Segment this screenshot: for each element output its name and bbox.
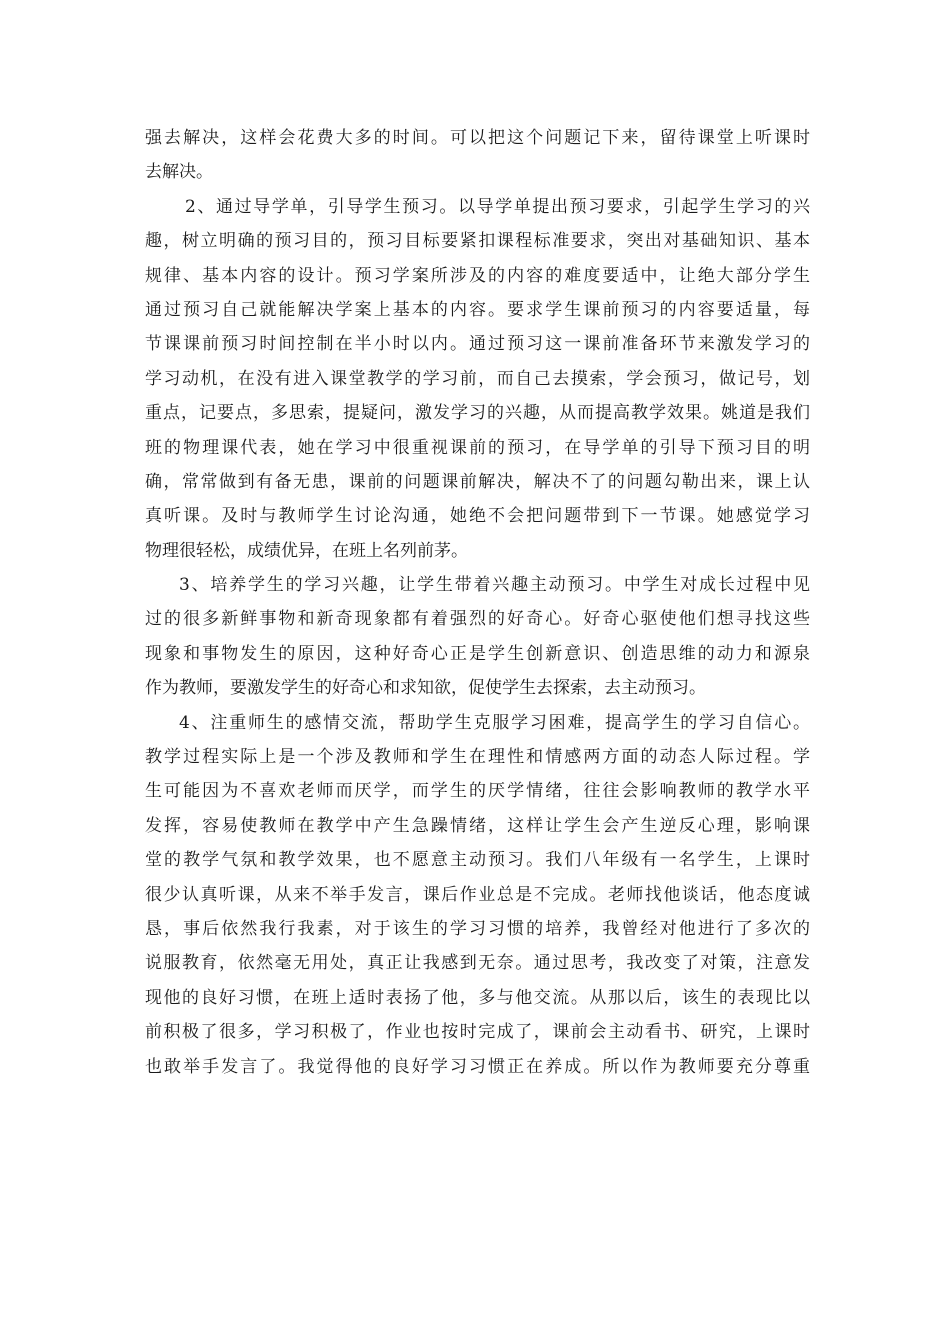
text-line: 去解决。 <box>145 162 213 183</box>
text-line: 确，常常做到有备无患，课前的问题课前解决，解决不了的问题勾勒出来，课上认 <box>145 471 810 492</box>
text-line: 很少认真听课，从来不举手发言，课后作业总是不完成。老师找他谈话，他态度诚 <box>145 884 810 905</box>
text-line: 也敢举手发言了。我觉得他的良好学习习惯正在养成。所以作为教师要充分尊重 <box>145 1056 810 1077</box>
text-line: 作为教师，要激发学生的好奇心和求知欲，促使学生去探索，去主动预习。 <box>145 678 706 699</box>
text-line: 学习动机，在没有进入课堂教学的学习前，而自己去摸索，学会预习，做记号，划 <box>145 368 810 389</box>
text-line: 说服教育，依然毫无用处，真正让我感到无奈。通过思考，我改变了对策，注意发 <box>145 953 810 974</box>
text-line: 真听课。及时与教师学生讨论沟通，她绝不会把问题带到下一节课。她感觉学习 <box>145 506 810 527</box>
text-line: 恳，事后依然我行我素，对于该生的学习习惯的培养，我曾经对他进行了多次的 <box>145 918 810 939</box>
text-line: 堂的教学气氛和教学效果，也不愿意主动预习。我们八年级有一名学生，上课时 <box>145 850 810 871</box>
document-body <box>145 121 810 1084</box>
text-line: 节课课前预习时间控制在半小时以内。通过预习这一课前准备环节来激发学习的 <box>145 334 810 355</box>
text-line: 通过预习自己就能解决学案上基本的内容。要求学生课前预习的内容要适量，每 <box>145 299 810 320</box>
text-line: 趣，树立明确的预习目的，预习目标要紧扣课程标准要求，突出对基础知识、基本 <box>145 231 810 252</box>
text-line: 班的物理课代表，她在学习中很重视课前的预习，在导学单的引导下预习目的明 <box>145 437 810 458</box>
paragraph-first-line: 3、培养学生的学习兴趣，让学生带着兴趣主动预习。中学生对成长过程中见 <box>179 575 810 596</box>
text-line: 教学过程实际上是一个涉及教师和学生在理性和情感两方面的动态人际过程。学 <box>145 747 810 768</box>
text-line: 现他的良好习惯，在班上适时表扬了他，多与他交流。从那以后，该生的表现比以 <box>145 987 810 1008</box>
text-line: 重点，记要点，多思索，提疑问，激发学习的兴趣，从而提高教学效果。姚道是我们 <box>145 403 810 424</box>
text-line: 物理很轻松，成绩优异，在班上名列前茅。 <box>145 540 468 561</box>
text-line: 生可能因为不喜欢老师而厌学，而学生的厌学情绪，往往会影响教师的教学水平 <box>145 781 810 802</box>
text-line: 规律、基本内容的设计。预习学案所涉及的内容的难度要适中，让绝大部分学生 <box>145 265 810 286</box>
text-line: 现象和事物发生的原因，这种好奇心正是学生创新意识、创造思维的动力和源泉 <box>145 643 810 664</box>
text-line: 强去解决，这样会花费大多的时间。可以把这个问题记下来，留待课堂上听课时 <box>145 128 810 148</box>
paragraph-first-line: 4、注重师生的感情交流，帮助学生克服学习困难，提高学生的学习自信心。 <box>179 712 810 733</box>
text-line: 前积极了很多，学习积极了，作业也按时完成了，课前会主动看书、研究，上课时 <box>145 1022 810 1043</box>
paragraph-first-line: 2、通过导学单，引导学生预习。以导学单提出预习要求，引起学生学习的兴 <box>185 196 810 217</box>
text-line: 发挥，容易使教师在教学中产生急躁情绪，这样让学生会产生逆反心理，影响课 <box>145 815 810 836</box>
text-line: 过的很多新鲜事物和新奇现象都有着强烈的好奇心。好奇心驱使他们想寻找这些 <box>145 609 810 630</box>
